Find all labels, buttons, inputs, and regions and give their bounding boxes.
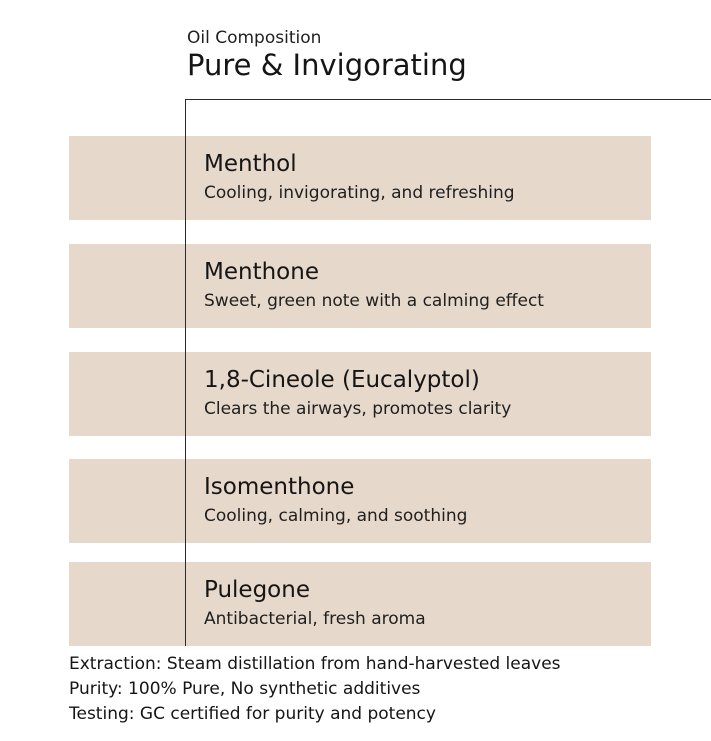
- detail-extraction: Extraction: Steam distillation from hand-harvested leaves: [69, 654, 561, 674]
- compound-description: Cooling, invigorating, and refreshing: [204, 183, 515, 203]
- compound-row-menthone: [69, 244, 651, 328]
- compound-name: Menthone: [204, 259, 319, 285]
- compound-row-isomenthone: [69, 459, 651, 543]
- compound-row-menthol: [69, 136, 651, 220]
- compound-name: Menthol: [204, 151, 297, 177]
- detail-testing: Testing: GC certified for purity and potency: [69, 704, 436, 724]
- compound-description: Cooling, calming, and soothing: [204, 506, 468, 526]
- compound-name: 1,8-Cineole (Eucalyptol): [204, 367, 480, 393]
- frame-left-line: [185, 99, 186, 646]
- section-title: Pure & Invigorating: [187, 48, 467, 82]
- section-eyebrow: Oil Composition: [187, 28, 322, 48]
- compound-row-cineole: [69, 352, 651, 436]
- compound-name: Isomenthone: [204, 474, 355, 500]
- compound-row-pulegone: [69, 562, 651, 646]
- compound-description: Antibacterial, fresh aroma: [204, 609, 426, 629]
- frame-top-line: [185, 99, 711, 100]
- compound-description: Sweet, green note with a calming effect: [204, 291, 544, 311]
- compound-description: Clears the airways, promotes clarity: [204, 399, 512, 419]
- oil-details: [69, 652, 561, 727]
- compound-name: Pulegone: [204, 577, 310, 603]
- detail-purity: Purity: 100% Pure, No synthetic additives: [69, 679, 421, 699]
